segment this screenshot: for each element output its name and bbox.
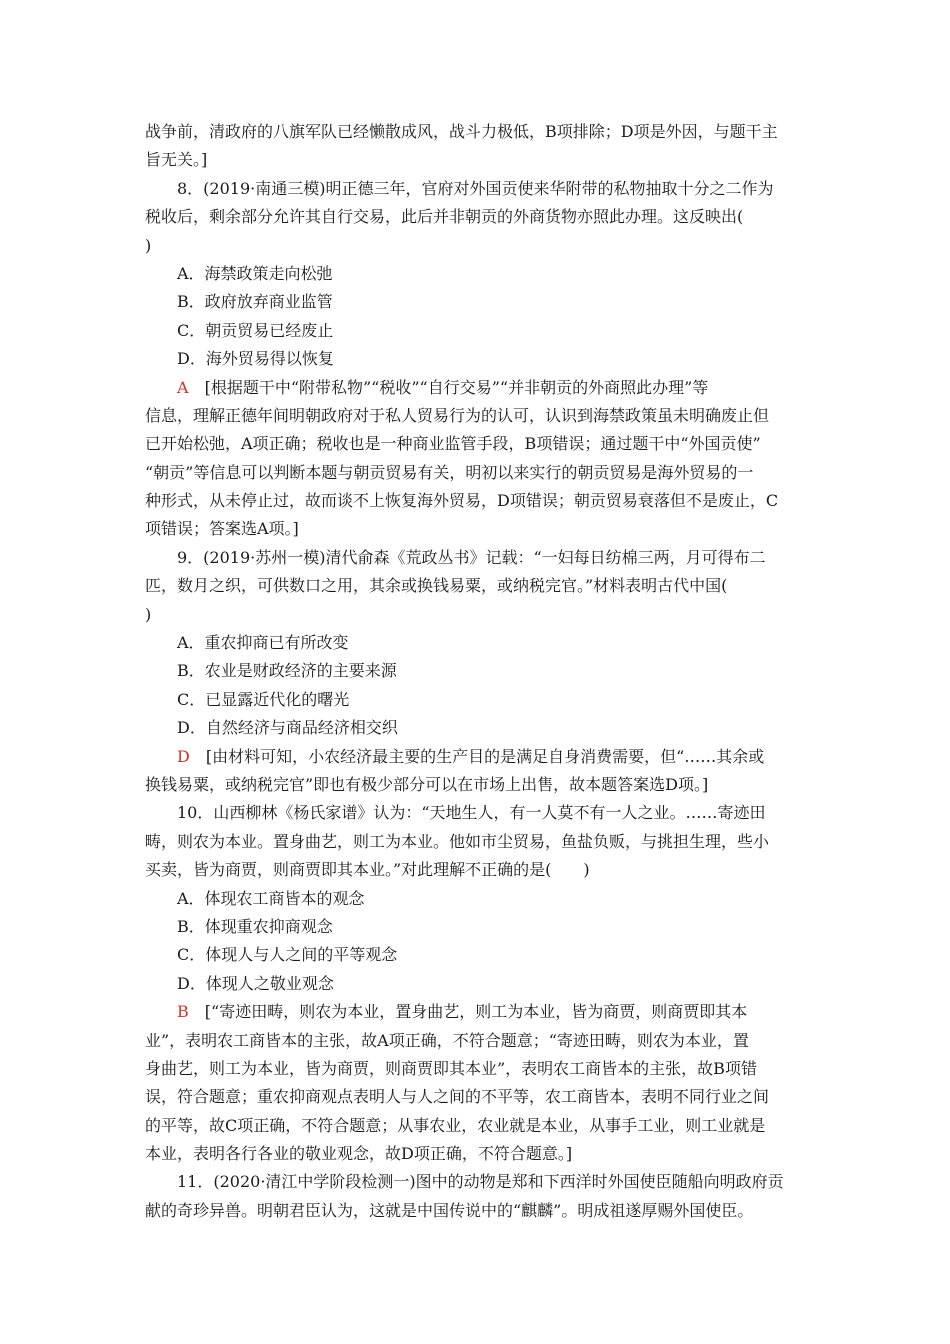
option-d: D．体现人之敬业观念 (177, 973, 334, 993)
explanation-line: 已开始松弛，A项正确；税收也是一种商业监管手段，B项错误；通过题干中“外国贡使” (145, 434, 761, 454)
continuation-line-2: 旨无关。] (145, 150, 208, 170)
answer-letter: A (177, 377, 189, 397)
question-stem-line: 匹，数月之织，可供数口之用，其余或换钱易粟，或纳税完官。”材料表明古代中国( (145, 576, 728, 596)
option-b: B．农业是财政经济的主要来源 (177, 661, 397, 681)
option-a: A．重农抑商已有所改变 (177, 633, 349, 653)
option-c: C．已显露近代化的曙光 (177, 689, 350, 709)
explanation-line: 业”，表明农工商皆本的主张，故A项正确，不符合题意；“寄迹田畴，则农为本业，置 (145, 1030, 749, 1050)
explanation-line (145, 743, 805, 771)
question-stem-line: 畴，则农为本业。置身曲艺，则工为本业。他如市尘贸易，鱼盐负贩，与挑担生理，些小 (145, 831, 770, 851)
option-c: C．朝贡贸易已经废止 (177, 320, 334, 340)
explanation-line (145, 998, 805, 1026)
explanation-line: 误，符合题意；重农抑商观点表明人与人之间的不平等，农工商皆本，表明不同行业之间 (145, 1087, 770, 1107)
explanation-text: [根据题干中“附带私物”“税收”“自行交易”“并非朝贡的外商照此办理”等 (204, 377, 709, 397)
page-content (145, 118, 805, 1225)
option-d: D．海外贸易得以恢复 (177, 349, 334, 369)
answer-letter: D (177, 746, 190, 766)
option-d: D．自然经济与商品经济相交织 (177, 718, 398, 738)
explanation-line: 身曲艺，则工为本业，皆为商贾，则商贾即其本业”，表明农工商皆本的主张，故B项错 (145, 1058, 757, 1078)
question-8 (145, 175, 805, 544)
question-stem-line: 献的奇珍异兽。明朝君臣认为，这就是中国传说中的“麒麟”。明成祖遂厚赐外国使臣。 (145, 1200, 754, 1220)
question-stem-line: 10．山西柳林《杨氏家谱》认为：“天地生人，有一人莫不有一人之业。……寄迹田 (177, 803, 766, 823)
question-11 (145, 1168, 805, 1225)
option-b: B．政府放弃商业监管 (177, 292, 333, 312)
question-9 (145, 544, 805, 800)
option-b: B．体现重农抑商观念 (177, 916, 333, 936)
explanation-line: 项错误；答案选A项。] (145, 519, 299, 539)
question-stem-line: ) (145, 235, 152, 255)
explanation-text: [“寄迹田畴，则农为本业，置身曲艺，则工为本业，皆为商贾，则商贾即其本 (204, 1002, 748, 1022)
option-c: C．体现人与人之间的平等观念 (177, 945, 398, 965)
explanation-line: “朝贡”等信息可以判断本题与朝贡贸易有关，明初以来实行的朝贡贸易是海外贸易的一 (145, 462, 754, 482)
explanation-line (145, 374, 805, 402)
explanation-text: [由材料可知，小农经济最主要的生产目的是满足自身消费需要，但“……其余或 (205, 746, 765, 766)
continuation-line-1: 战争前，清政府的八旗军队已经懒散成风，战斗力极低，B项排除；D项是外因，与题干主 (145, 122, 778, 141)
question-stem-line: 9．(2019·苏州一模)清代俞森《荒政丛书》记载：“一妇每日纺棉三两，月可得布二 (177, 547, 766, 567)
explanation-line: 的平等，故C项正确，不符合题意；从事农业，农业就是本业，从事手工业，则工业就是 (145, 1115, 766, 1135)
question-stem-line: 税收后，剩余部分允许其自行交易，此后并非朝贡的外商货物亦照此办理。这反映出( (145, 207, 744, 227)
question-stem-line: 8．(2019·南通三模)明正德三年，官府对外国贡使来华附带的私物抽取十分之二作为 (177, 178, 774, 198)
answer-letter: B (177, 1002, 189, 1022)
option-a: A．海禁政策走向松弛 (177, 263, 333, 283)
question-10 (145, 799, 805, 1168)
question-stem-line: 买卖，皆为商贾，则商贾即其本业。”对此理解不正确的是( ) (145, 860, 590, 880)
question-stem-line: ) (145, 604, 152, 624)
question-stem-line: 11．(2020·清江中学阶段检测一)图中的动物是郑和下西洋时外国使臣随船向明政府贡 (177, 1172, 784, 1192)
explanation-line: 本业，表明各行各业的敬业观念，故D项正确，不符合题意。] (145, 1144, 573, 1164)
explanation-line: 信息，理解正德年间明朝政府对于私人贸易行为的认可，认识到海禁政策虽未明确废止但 (145, 405, 770, 425)
explanation-line: 换钱易粟，或纳税完官”即也有极少部分可以在市场上出售，故本题答案选D项。] (145, 774, 709, 794)
option-a: A．体现农工商皆本的观念 (177, 888, 365, 908)
explanation-line: 种形式，从未停止过，故而谈不上恢复海外贸易，D项错误；朝贡贸易衰落但不是废止，C (145, 491, 779, 511)
